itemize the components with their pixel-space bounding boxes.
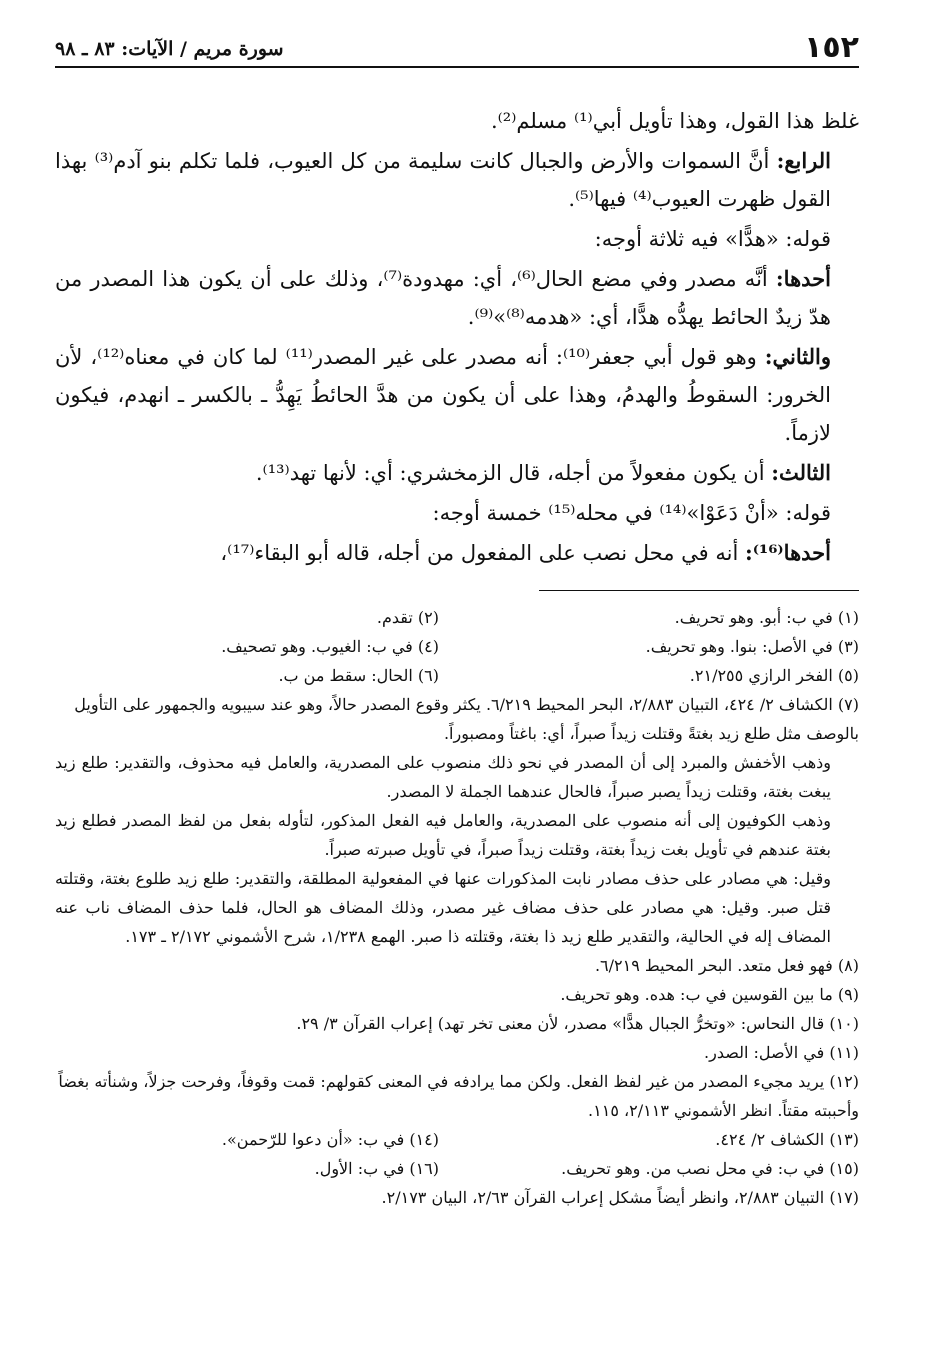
footnote: (١) في ب: أبو. وهو تحريف. [674, 608, 859, 627]
header-rule [55, 66, 859, 68]
paragraph-text: أنه في محل نصب على المفعول من أجله، قاله أبو البقاء⁽¹⁷⁾، [220, 541, 739, 565]
main-text [55, 102, 859, 572]
paragraph-label: أحدها: [775, 266, 831, 291]
paragraph-text: أن يكون مفعولاً من أجله، قال الزمخشري: أي: لأنها تهد⁽¹³⁾. [255, 461, 765, 485]
paragraph [55, 260, 859, 336]
running-title: سورة مريم / الآيات: ٨٣ ـ ٩٨ [55, 38, 284, 60]
footnote: (١٣) الكشاف ٢/ ٤٢٤. [715, 1130, 859, 1149]
footnote-row [55, 1125, 859, 1154]
paragraph [55, 454, 859, 492]
footnote-row [55, 1154, 859, 1183]
paragraph: قوله: «أنْ دَعَوْا»⁽¹⁴⁾ في محله⁽¹⁵⁾ خمسة أوجه: [432, 501, 831, 525]
paragraph-label: الرابع: [776, 148, 831, 173]
footnote-continuation: وذهب الكوفيون إلى أنه منصوب على المصدرية، والعامل فيه الفعل المذكور، لتأوله بفعل من لفظ المصدر فطلع زيد بغتة عندهم في تأويل بغت زيداً بغتة، وقتلت زيداً صبراً، في تأويل صبرته صبراً. [55, 811, 831, 859]
paragraph-label: والثاني: [764, 344, 831, 369]
footnote: (٨) فهو فعل متعد. البحر المحيط ٦/٢١٩. [594, 956, 859, 975]
footnote-row [55, 632, 859, 661]
footnote: (١٤) في ب: «أن دعوا للرّحمن». [221, 1130, 439, 1149]
footnote: (٦) الحال: سقط من ب. [278, 666, 439, 685]
paragraph [55, 142, 859, 218]
paragraph-text: أنَّ السموات والأرض والجبال كانت سليمة من كل العيوب، فلما تكلم بنو آدم⁽³⁾ بهذا القول ظهرت العيوب⁽⁴⁾ فيها⁽⁵⁾. [55, 149, 831, 211]
footnote-row [55, 603, 859, 632]
footnote: (١٥) في ب: في محل نصب من. وهو تحريف. [561, 1159, 859, 1178]
footnote: (١١) في الأصل: الصدر. [704, 1043, 859, 1062]
footnote-separator [539, 590, 859, 591]
footnote: (٤) في ب: الغيوب. وهو تصحيف. [221, 637, 439, 656]
footnote: (١٢) يريد مجيء المصدر من غير لفظ الفعل. ولكن مما يرادفه في المعنى كقولهم: قمت وقوفاً، وفرحت جزلاً، وشنأته بغضاً وأحببته مقتاً. انظر الأشموني ٢/١١٣، ١١٥. [58, 1072, 859, 1120]
paragraph-text: وهو قول أبي جعفر⁽¹⁰⁾: أنه مصدر على غير المصدر⁽¹¹⁾ لما كان في معناه⁽¹²⁾، لأن الخرور: السقوطُ والهدمُ، وهذا على أن يكون من هدَّ الحائطُ يَهِدُّ ـ بالكسر ـ انهدم، فيكون لازماً. [55, 345, 831, 445]
paragraph [55, 534, 859, 572]
page-number: ١٥٢ [804, 30, 859, 65]
footnote: (٣) في الأصل: بنوا. وهو تحريف. [645, 637, 859, 656]
footnote: (٢) تقدم. [376, 608, 439, 627]
footnote: (١٦) في ب: الأول. [314, 1159, 439, 1178]
footnote-continuation: وذهب الأخفش والمبرد إلى أن المصدر في نحو ذلك منصوب على المصدرية، والعامل فيه محذوف، والتقدير: طلع زيد يبغت بغتة، وقتلت زيداً يصبر صبراً، فالحال عندهما الجملة لا المصدر. [55, 753, 832, 801]
paragraph-text: أنَّه مصدر وفي مضع الحال⁽⁶⁾، أي: مهدودة⁽⁷⁾، وذلك على أن يكون هذا المصدر من هدّ زيدٌ الحائط يهدُّه هدًّا، أي: «هدمه⁽⁸⁾»⁽⁹⁾. [55, 267, 831, 329]
footnote: (٥) الفخر الرازي ٢١/٢٥٥. [689, 666, 859, 685]
book-page [55, 30, 859, 1212]
footnote: (٩) ما بين القوسين في ب: هده. وهو تحريف. [560, 985, 859, 1004]
footnote: (١٠) قال النحاس: «وتخرُّ الجبال هدًّا» مصدر، لأن معنى تخر تهد) إعراب القرآن ٣/ ٢٩. [296, 1014, 859, 1033]
footnote: (٧) الكشاف ٢/ ٤٢٤، التبيان ٢/٨٨٣، البحر المحيط ٦/٢١٩. يكثر وقوع المصدر حالاً، وهو عند سيبويه والجمهور على التأويل بالوصف مثل طلع زيد بغتةً وقتلت زيداً صبراً، أي: باغتاً ومصبوراً. [74, 695, 859, 743]
footnote-row [55, 661, 859, 690]
paragraph-label: الثالث: [771, 460, 831, 485]
paragraph: قوله: «هدًّا» فيه ثلاثة أوجه: [594, 227, 831, 251]
paragraph-label: أحدها⁽¹⁶⁾: [745, 540, 831, 565]
footnotes [55, 603, 859, 1212]
page-header [55, 30, 859, 72]
paragraph [55, 338, 859, 452]
footnote: (١٧) التبيان ٢/٨٨٣، وانظر أيضاً مشكل إعراب القرآن ٢/٦٣، البيان ٢/١٧٣. [381, 1188, 859, 1207]
paragraph: غلظ هذا القول، وهذا تأويل أبي⁽¹⁾ مسلم⁽²⁾. [490, 109, 859, 133]
footnote-continuation: وقيل: هي مصادر على حذف مصادر نابت المذكورات عنها في المفعولية المطلقة، والتقدير: طلع زيد طلوع بغتة، وقتلته قتل صبر. وقيل: هي مصادر على حذف مضاف غير مصدر، وذلك المضاف هو الحال، فلما حذف المضاف ناب عنه المضاف إله في الحالية، والتقدير طلع زيد ذا بغتة، وقتلته ذا صبر. الهمع ١/٢٣٨، شرح الأشموني ٢/١٧٢ ـ ١٧٣. [55, 869, 832, 946]
